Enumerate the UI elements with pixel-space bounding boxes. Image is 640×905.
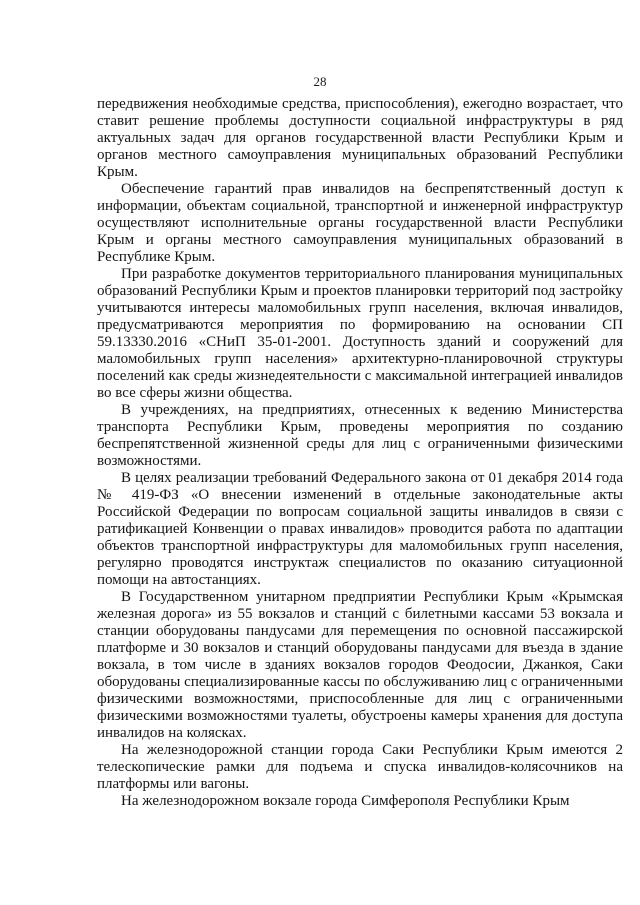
paragraph-7: На железнодорожной станции города Саки Республики Крым имеются 2 телескопические рамки для подъема и спуска инвалидов-колясочников на платформы или вагоны.	[97, 742, 623, 792]
page-number: 28	[313, 74, 327, 89]
body-text	[97, 96, 623, 810]
paragraph-5: В целях реализации требований Федерального закона от 01 декабря 2014 года № 419-ФЗ «О внесении изменений в отдельные законодательные акты Российской Федерации по вопросам социальной защиты инвалидов в связи с ратификацией Конвенции о правах инвалидов» проводится работа по адаптации объектов транспортной инфраструктуры для маломобильных групп населения, регулярно проводятся инструктаж специалистов по оказанию ситуационной помощи на автостанциях.	[97, 470, 623, 588]
paragraph-3: При разработке документов территориального планирования муниципальных образований Республики Крым и проектов планировки территорий под застройку учитываются интересы маломобильных групп населения, включая инвалидов, предусматриваются мероприятия по формированию на основании СП 59.13330.2016 «СНиП 35-01-2001. Доступность зданий и сооружений для маломобильных групп населения» архитектурно-планировочной структуры поселений как среды жизнедеятельности с максимальной интеграцией инвалидов во все сферы жизни общества.	[97, 266, 623, 401]
paragraph-6: В Государственном унитарном предприятии Республики Крым «Крымская железная дорога» из 55 вокзалов и станций с билетными кассами 53 вокзала и станции оборудованы пандусами для перемещения по основной пассажирской платформе и 30 вокзалов и станций оборудованы пандусами для въезда в здание вокзала, в том числе в зданиях вокзалов городов Феодосии, Джанкоя, Саки оборудованы специализированные кассы по обслуживанию лиц с ограниченными физическими возможностями, приспособленные для лиц с ограниченными физическими возможностями туалеты, обустроены камеры хранения для доступа инвалидов на колясках.	[97, 589, 623, 741]
paragraph-2: Обеспечение гарантий прав инвалидов на беспрепятственный доступ к информации, объектам социальной, транспортной и инженерной инфраструктур осуществляют исполнительные органы государственной власти Республики Крым и органы местного самоуправления муниципальных образований в Республике Крым.	[97, 181, 623, 265]
paragraph-4: В учреждениях, на предприятиях, отнесенных к ведению Министерства транспорта Республики Крым, проведены мероприятия по созданию беспрепятственной жизненной среды для лиц с ограниченными физическими возможностями.	[97, 402, 623, 469]
paragraph-1: передвижения необходимые средства, приспособления), ежегодно возрастает, что ставит решение проблемы доступности социальной инфраструктуры в ряд актуальных задач для органов государственной власти Республики Крым и органов местного самоуправления муниципальных образований Республики Крым.	[97, 96, 623, 180]
paragraph-8: На железнодорожном вокзале города Симферополя Республики Крым	[121, 793, 570, 809]
